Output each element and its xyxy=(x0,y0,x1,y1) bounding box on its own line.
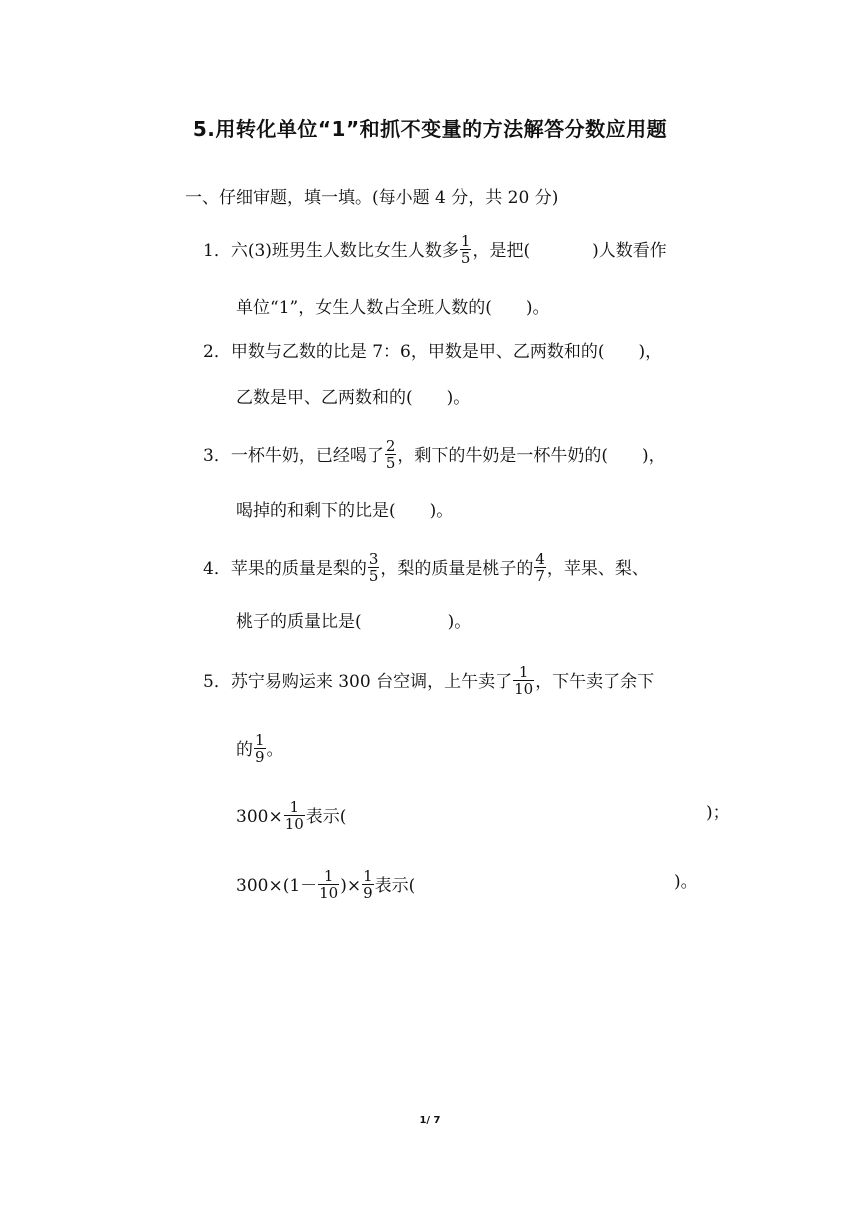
fraction: $\frac{2}{5}$ xyxy=(385,437,396,472)
fraction: $\frac{1}{5}$ xyxy=(460,232,471,267)
question-2-line-1: 2．甲数与乙数的比是 7：6，甲数是甲、乙两数和的( )， xyxy=(203,342,663,362)
question-3-line-1: 3．一杯牛奶，已经喝了 $\frac{2}{5}$ ，剩下的牛奶是一杯牛奶的( )， xyxy=(203,437,666,472)
page-title: 5.用转化单位“1”和抓不变量的方法解答分数应用题 xyxy=(192,117,668,141)
fraction: $\frac{1}{9}$ xyxy=(363,867,373,902)
question-2-line-2: 乙数是甲、乙两数和的( )。 xyxy=(236,388,471,408)
fraction: $\frac{1}{10}$ xyxy=(514,663,534,698)
question-5-line-4-end: )。 xyxy=(674,872,698,892)
question-5-line-1: 5．苏宁易购运来 300 台空调，上午卖了 $\frac{1}{10}$ ，下午卖了余下 xyxy=(203,663,655,698)
question-2-number: 2． xyxy=(203,342,231,362)
question-5-line-3: 300× $\frac{1}{10}$ 表示( xyxy=(236,798,347,833)
question-4-line-1: 4．苹果的质量是梨的 $\frac{3}{5}$ ，梨的质量是桃子的 $\frac{4}{7}$ ，苹果、梨、 xyxy=(203,550,649,585)
fraction: $\frac{1}{10}$ xyxy=(284,798,304,833)
question-1-number: 1． xyxy=(203,241,231,261)
question-3-number: 3． xyxy=(203,446,231,466)
question-4-line-2: 桃子的质量比是( )。 xyxy=(236,612,472,632)
question-4-number: 4． xyxy=(203,559,231,579)
fraction: $\frac{1}{9}$ xyxy=(255,731,265,766)
question-3-line-2: 喝掉的和剩下的比是( )。 xyxy=(236,501,454,521)
question-5-line-3-end: )； xyxy=(706,803,730,823)
page-number: 1/ 7 xyxy=(419,1115,441,1126)
section-heading: 一、仔细审题，填一填。(每小题 4 分，共 20 分) xyxy=(185,188,559,208)
fraction: $\frac{3}{5}$ xyxy=(368,550,379,585)
fraction: $\frac{4}{7}$ xyxy=(535,550,545,585)
question-5-line-4: 300×(1－ $\frac{1}{10}$ )× $\frac{1}{9}$ 表示( xyxy=(236,867,416,902)
fraction: $\frac{1}{10}$ xyxy=(319,867,339,902)
question-5-line-2: 的 $\frac{1}{9}$ 。 xyxy=(236,731,284,766)
question-5-number: 5． xyxy=(203,672,231,692)
question-1-line-1: 1．六(3)班男生人数比女生人数多 $\frac{1}{5}$ ，是把( )人数看作 xyxy=(203,232,667,267)
question-1-line-2: 单位“1”，女生人数占全班人数的( )。 xyxy=(236,298,550,318)
